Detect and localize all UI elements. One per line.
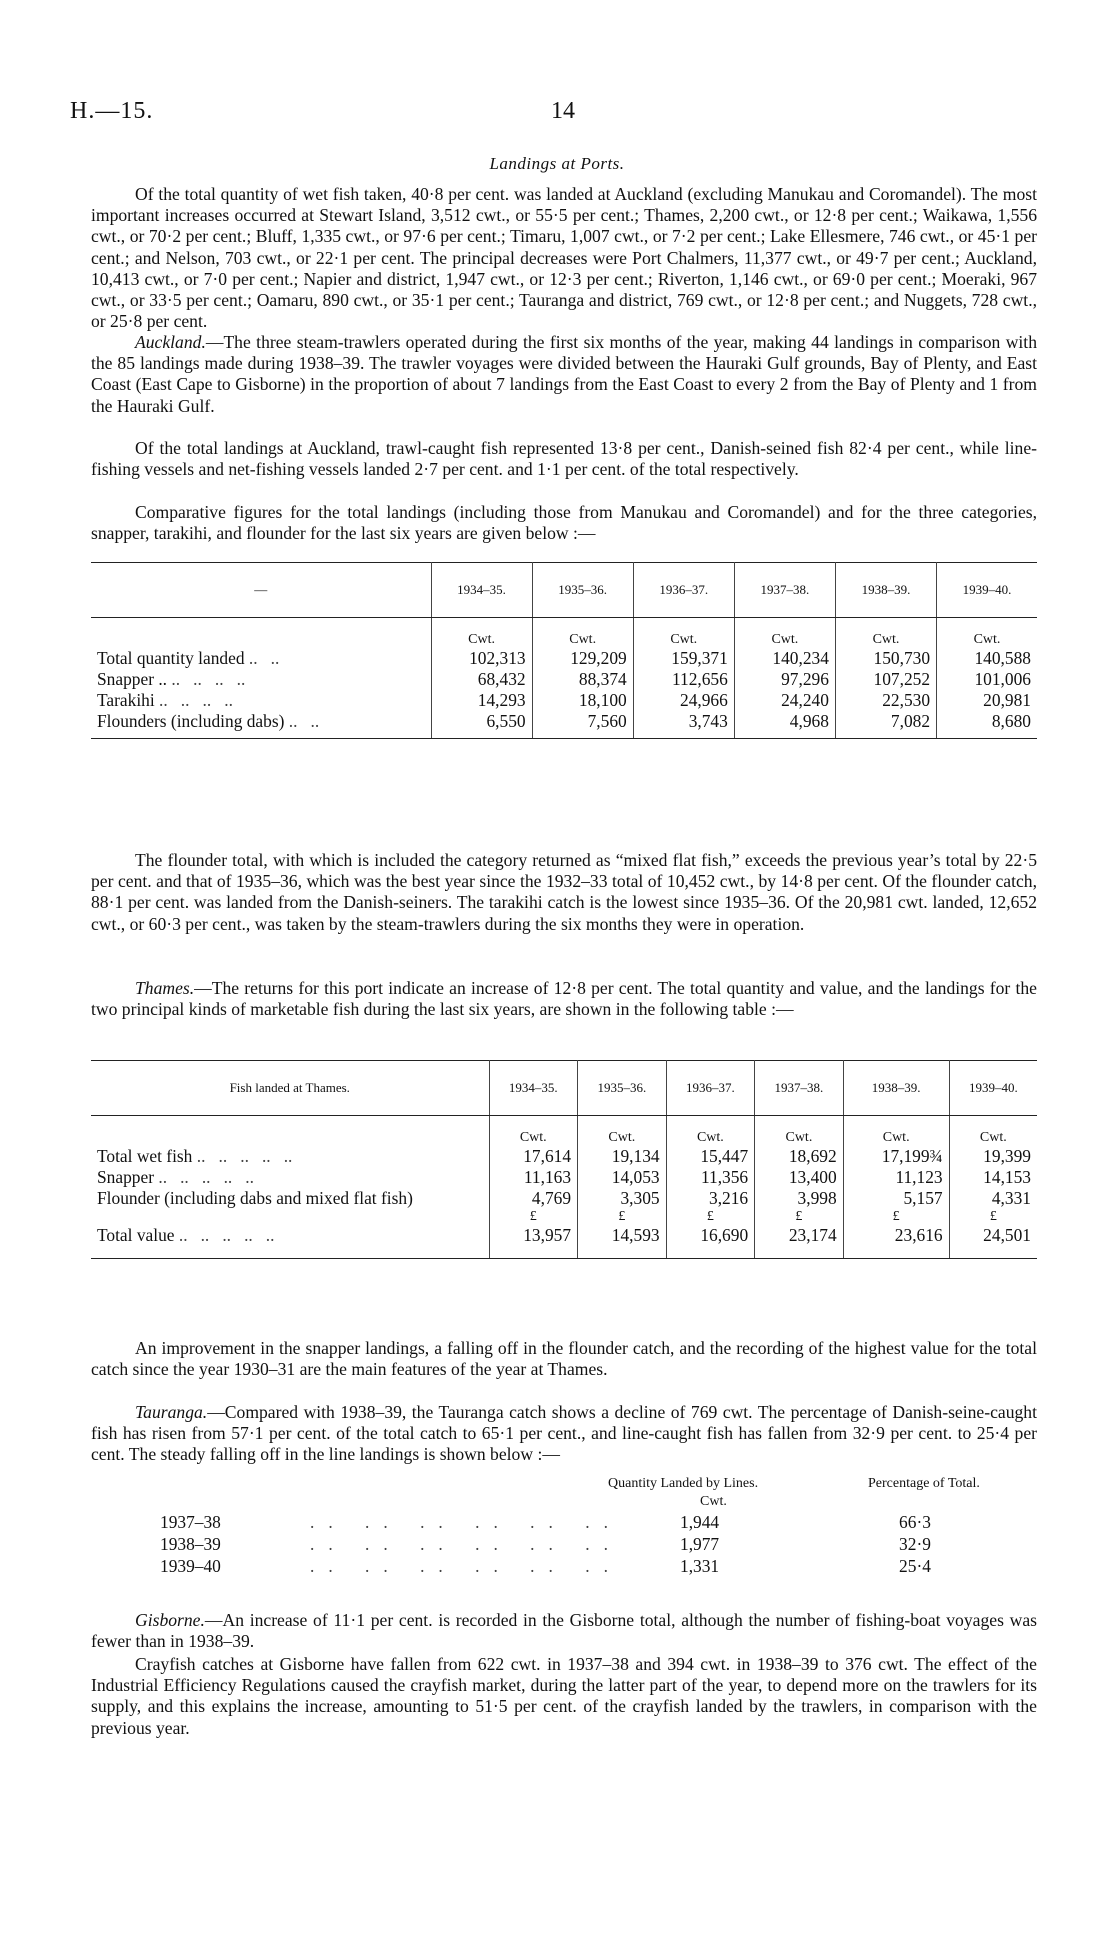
table-cell: 5,157 bbox=[843, 1188, 949, 1209]
table-cell: 140,588 bbox=[937, 648, 1037, 669]
table-cell: 3,305 bbox=[578, 1188, 667, 1209]
year-header: 1936–37. bbox=[666, 1061, 755, 1116]
table-row bbox=[160, 1512, 1040, 1534]
table-row bbox=[160, 1556, 1040, 1578]
table-cell: 68,432 bbox=[431, 669, 532, 690]
tauranga-heading: Tauranga. bbox=[135, 1402, 208, 1422]
paragraph-landings-summary: Of the total quantity of wet fish taken, 40·8 per cent. was landed at Auckland (excluding Manukau and Coromandel). The most important increases occurred at Stewart Island, 3,512 cwt., or 55·5 per cent.; Thames, 2,200 cwt., or 12·8 per cent.; Waikawa, 1,556 cwt., or 70·2 per cent.; Bluff, 1,335 cwt., or 97·6 per cent.; Timaru, 1,007 cwt., or 7·2 per cent.; Lake Ellesmere, 746 cwt., or 45·1 per cent.; and Nelson, 703 cwt., or 22·1 per cent. The principal decreases were Port Chalmers, 11,377 cwt., or 49·7 per cent.; Auckland, 10,413 cwt., or 7·0 per cent.; Napier and district, 1,947 cwt., or 12·3 per cent.; Riverton, 1,146 cwt., or 69·0 per cent.; Moeraki, 967 cwt., or 33·5 per cent.; Oamaru, 890 cwt., or 35·1 per cent.; Tauranga and district, 769 cwt., or 12·8 per cent.; and Nuggets, 728 cwt., or 25·8 per cent. bbox=[91, 184, 1037, 332]
unit-label: Cwt. bbox=[532, 618, 633, 649]
unit-label: Cwt. bbox=[949, 1116, 1037, 1147]
table-cell: 13,957 bbox=[489, 1225, 578, 1259]
row-label: Total quantity landed bbox=[97, 648, 245, 668]
unit-label: Cwt. bbox=[666, 1116, 755, 1147]
tauranga-text: —Compared with 1938–39, the Tauranga catch shows a decline of 769 cwt. The percentage of Danish-seine-caught fish has risen from 57·1 per cent. of the total catch to 65·1 per cent., and line-caught fish has fallen from 32·9 per cent. to 25·4 per cent. The steady falling off in the line landings is shown below :— bbox=[91, 1402, 1037, 1465]
auckland-heading: Auckland. bbox=[135, 332, 206, 352]
table-cell: 23,616 bbox=[843, 1225, 949, 1259]
year-header: 1936–37. bbox=[633, 563, 734, 618]
table-cell: 24,240 bbox=[734, 690, 835, 711]
table-cell: 3,216 bbox=[666, 1188, 755, 1209]
table-cell: 24,501 bbox=[949, 1225, 1037, 1259]
unit-label: Cwt. bbox=[835, 618, 936, 649]
table-cell: 101,006 bbox=[937, 669, 1037, 690]
table-cell: 11,123 bbox=[843, 1167, 949, 1188]
paragraph-gisborne bbox=[91, 1610, 1037, 1652]
auckland-text: —The three steam-trawlers operated during the first six months of the year, making 44 landings in comparison with the 85 landings made during 1938–39. The trawler voyages were divided between the Hauraki Gulf grounds, Bay of Plenty, and East Coast (East Cape to Gisborne) in the proportion of about 7 landings from the East Coast to every 2 from the Bay of Plenty and 1 from the Hauraki Gulf. bbox=[91, 332, 1037, 416]
table-cell: 11,163 bbox=[489, 1167, 578, 1188]
table-cell: 18,692 bbox=[755, 1146, 844, 1167]
table-cell: 7,560 bbox=[532, 711, 633, 739]
row-label: Tarakihi bbox=[97, 690, 155, 710]
table-cell: 4,968 bbox=[734, 711, 835, 739]
table-cell: 24,966 bbox=[633, 690, 734, 711]
table-cell: 19,399 bbox=[949, 1146, 1037, 1167]
row-label: Flounder (including dabs and mixed flat fish) bbox=[97, 1188, 413, 1208]
thames-heading: Thames. bbox=[135, 978, 195, 998]
col-quantity-unit: Cwt. bbox=[700, 1494, 727, 1509]
paragraph-comparative-figures: Comparative figures for the total landings (including those from Manukau and Coromandel) and for the three categories, snapper, tarakihi, and flounder for the last six years are given below :— bbox=[91, 502, 1037, 544]
table-corner-label: Fish landed at Thames. bbox=[91, 1061, 489, 1116]
table-cell: 11,356 bbox=[666, 1167, 755, 1188]
unit-row bbox=[91, 1116, 1037, 1147]
table-cell: 7,082 bbox=[835, 711, 936, 739]
unit-label: Cwt. bbox=[755, 1116, 844, 1147]
unit-row bbox=[91, 618, 1037, 649]
paragraph-tauranga bbox=[91, 1402, 1037, 1466]
paragraph-auckland bbox=[91, 332, 1037, 417]
table-cell: 159,371 bbox=[633, 648, 734, 669]
table-cell: 8,680 bbox=[937, 711, 1037, 739]
table-cell: 4,331 bbox=[949, 1188, 1037, 1209]
thames-landings-table bbox=[91, 1060, 1037, 1259]
col-percent-header: Percentage of Total. bbox=[868, 1476, 980, 1491]
unit-label: Cwt. bbox=[734, 618, 835, 649]
table-cell: 17,199¾ bbox=[843, 1146, 949, 1167]
leader-dots: .. .. bbox=[284, 711, 320, 731]
leader-dots: .. .. .. .. bbox=[154, 690, 233, 710]
tauranga-lines-table bbox=[160, 1512, 1040, 1578]
table-cell: 23,174 bbox=[755, 1225, 844, 1259]
paragraph-auckland-landings: Of the total landings at Auckland, trawl-caught fish represented 13·8 per cent., Danish-seined fish 82·4 per cent., while line-fishing vessels and net-fishing vessels landed 2·7 per cent. and 1·1 per cent. of the total respectively. bbox=[91, 438, 1037, 480]
table-cell: 140,234 bbox=[734, 648, 835, 669]
currency-row bbox=[91, 1209, 1037, 1225]
paragraph-flounder: The flounder total, with which is included the category returned as “mixed flat fish,” exceeds the previous year’s total by 22·5 per cent. and that of 1935–36, which was the best year since the 1932–33 total of 10,452 cwt., by 14·8 per cent. Of the flounder catch, 88·1 per cent. was landed from the Danish-seiners. The tarakihi catch is the lowest since 1935–36. Of the 20,981 cwt. landed, 12,652 cwt., or 60·3 per cent., was taken by the steam-trawlers during the six months they were in operation. bbox=[91, 850, 1037, 934]
percent-cell: 66·3 bbox=[899, 1512, 931, 1532]
table-row bbox=[91, 690, 1037, 711]
table-cell: 107,252 bbox=[835, 669, 936, 690]
year-header: 1939–40. bbox=[949, 1061, 1037, 1116]
year-header: 1939–40. bbox=[937, 563, 1037, 618]
table-cell: 15,447 bbox=[666, 1146, 755, 1167]
currency-label: £ bbox=[755, 1209, 844, 1225]
percent-cell: 25·4 bbox=[899, 1556, 931, 1576]
year-header: 1938–39. bbox=[843, 1061, 949, 1116]
page-number: 14 bbox=[551, 98, 575, 124]
col-quantity-header: Quantity Landed by Lines. bbox=[608, 1476, 759, 1491]
paragraph-thames bbox=[91, 978, 1037, 1020]
table-cell: 4,769 bbox=[489, 1188, 578, 1209]
table-cell: 102,313 bbox=[431, 648, 532, 669]
currency-label: £ bbox=[666, 1209, 755, 1225]
thames-text: —The returns for this port indicate an increase of 12·8 per cent. The total quantity and value, and the landings for the two principal kinds of marketable fish during the last six years, are shown in the following table :— bbox=[91, 978, 1037, 1020]
unit-label: Cwt. bbox=[633, 618, 734, 649]
table-cell: 112,656 bbox=[633, 669, 734, 690]
table-cell: 13,400 bbox=[755, 1167, 844, 1188]
leader-dots: .. .. .. .. .. .. bbox=[310, 1512, 622, 1532]
quantity-cell: 1,944 bbox=[680, 1512, 720, 1532]
table-row bbox=[91, 648, 1037, 669]
table-cell: 17,614 bbox=[489, 1146, 578, 1167]
row-year: 1939–40 bbox=[160, 1556, 221, 1576]
leader-dots: .. .. bbox=[244, 648, 280, 668]
leader-dots: .. .. .. .. bbox=[167, 669, 246, 689]
page-reference: H.—15. bbox=[70, 98, 154, 124]
year-header: 1938–39. bbox=[835, 563, 936, 618]
unit-label: Cwt. bbox=[431, 618, 532, 649]
row-year: 1937–38 bbox=[160, 1512, 221, 1532]
table-cell: 150,730 bbox=[835, 648, 936, 669]
table-cell: 14,593 bbox=[578, 1225, 667, 1259]
leader-dots: .. .. .. .. .. bbox=[192, 1146, 293, 1166]
table-row bbox=[91, 669, 1037, 690]
table-row bbox=[91, 1167, 1037, 1188]
table-cell: 18,100 bbox=[532, 690, 633, 711]
table-cell: 19,134 bbox=[578, 1146, 667, 1167]
row-label: Snapper bbox=[97, 1167, 154, 1187]
table-cell: 97,296 bbox=[734, 669, 835, 690]
auckland-landings-table bbox=[91, 562, 1037, 739]
unit-label: Cwt. bbox=[937, 618, 1037, 649]
table-cell: 14,153 bbox=[949, 1167, 1037, 1188]
year-header: 1937–38. bbox=[734, 563, 835, 618]
unit-label: Cwt. bbox=[578, 1116, 667, 1147]
row-label: Flounders (including dabs) bbox=[97, 711, 285, 731]
year-header: 1935–36. bbox=[578, 1061, 667, 1116]
leader-dots: .. .. .. .. .. bbox=[154, 1167, 254, 1187]
gisborne-text: —An increase of 11·1 per cent. is recorded in the Gisborne total, although the number of fishing-boat voyages was fewer than in 1938–39. bbox=[91, 1610, 1037, 1652]
row-label: Total value bbox=[97, 1225, 175, 1245]
paragraph-crayfish: Crayfish catches at Gisborne have fallen from 622 cwt. in 1937–38 and 394 cwt. in 1938–39 to 376 cwt. The effect of the Industrial Efficiency Regulations caused the crayfish market, during the latter part of the year, to depend more on the trawlers for its supply, and this explains the increase, amounting to 51·5 per cent. of the crayfish landed by the trawlers, in comparison with the previous year. bbox=[91, 1654, 1037, 1738]
currency-label: £ bbox=[843, 1209, 949, 1225]
quantity-cell: 1,977 bbox=[680, 1534, 720, 1554]
year-header: 1935–36. bbox=[532, 563, 633, 618]
table-cell: 14,293 bbox=[431, 690, 532, 711]
table-cell: 6,550 bbox=[431, 711, 532, 739]
table-cell: 16,690 bbox=[666, 1225, 755, 1259]
currency-label: £ bbox=[489, 1209, 578, 1225]
currency-label: £ bbox=[578, 1209, 667, 1225]
table-row bbox=[91, 711, 1037, 739]
unit-label: Cwt. bbox=[489, 1116, 578, 1147]
currency-label: £ bbox=[949, 1209, 1037, 1225]
year-header: 1934–35. bbox=[431, 563, 532, 618]
table-row bbox=[91, 1225, 1037, 1259]
table-header-row bbox=[91, 563, 1037, 618]
table-row bbox=[160, 1534, 1040, 1556]
unit-label: Cwt. bbox=[843, 1116, 949, 1147]
leader-dots: .. .. .. .. .. .. bbox=[310, 1556, 622, 1576]
table-cell: 3,743 bbox=[633, 711, 734, 739]
table-row bbox=[91, 1146, 1037, 1167]
table-header-row bbox=[91, 1061, 1037, 1116]
year-header: 1937–38. bbox=[755, 1061, 844, 1116]
table-corner-label: — bbox=[91, 563, 431, 618]
row-label: Total wet fish bbox=[97, 1146, 193, 1166]
row-year: 1938–39 bbox=[160, 1534, 221, 1554]
percent-cell: 32·9 bbox=[899, 1534, 931, 1554]
table-row bbox=[91, 1188, 1037, 1209]
section-title: Landings at Ports. bbox=[489, 154, 625, 173]
table-cell: 3,998 bbox=[755, 1188, 844, 1209]
table-cell: 14,053 bbox=[578, 1167, 667, 1188]
quantity-cell: 1,331 bbox=[680, 1556, 720, 1576]
table-cell: 20,981 bbox=[937, 690, 1037, 711]
table-cell: 22,530 bbox=[835, 690, 936, 711]
leader-dots: .. .. .. .. .. .. bbox=[310, 1534, 622, 1554]
table-cell: 88,374 bbox=[532, 669, 633, 690]
row-label: Snapper .. bbox=[97, 669, 168, 689]
leader-dots: .. .. .. .. .. bbox=[174, 1225, 275, 1245]
gisborne-heading: Gisborne. bbox=[135, 1610, 205, 1630]
year-header: 1934–35. bbox=[489, 1061, 578, 1116]
paragraph-thames-summary: An improvement in the snapper landings, a falling off in the flounder catch, and the recording of the highest value for the total catch since the year 1930–31 are the main features of the year at Thames. bbox=[91, 1338, 1037, 1380]
table-cell: 129,209 bbox=[532, 648, 633, 669]
